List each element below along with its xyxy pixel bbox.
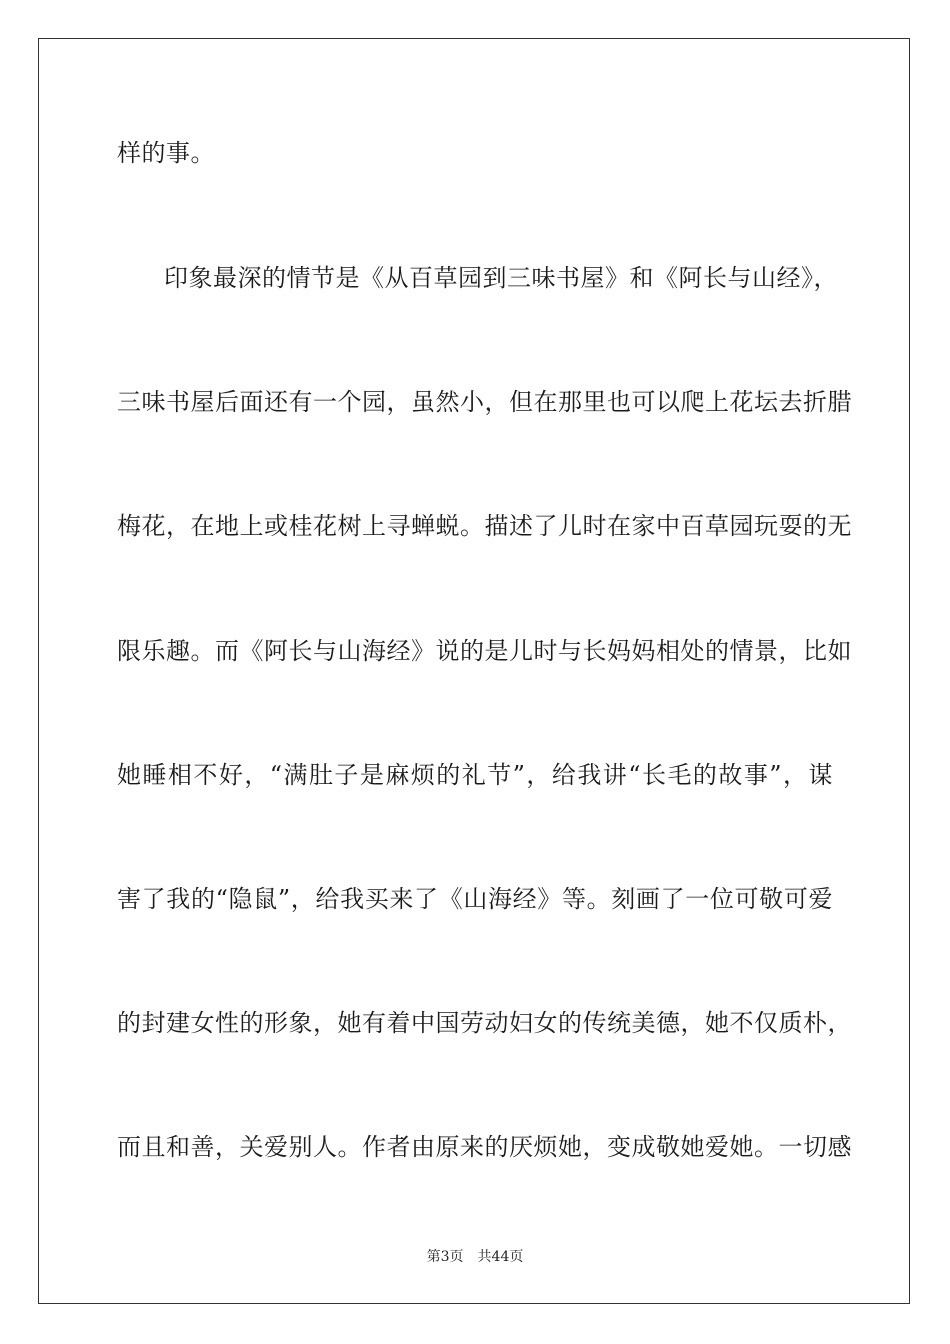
paragraph-line-5: 限乐趣。而《阿长与山海经》说的是儿时与长妈妈相处的情景，比如 [117, 637, 852, 665]
paragraph-line-9: 而且和善，关爱别人。作者由原来的厌烦她，变成敬她爱她。一切感 [117, 1133, 852, 1161]
paragraph-line-4: 梅花，在地上或桂花树上寻蝉蜕。描述了儿时在家中百草园玩耍的无 [117, 512, 852, 540]
paragraph-line-8: 的封建女性的形象，她有着中国劳动妇女的传统美德，她不仅质朴， [117, 1009, 852, 1037]
page-border [38, 38, 910, 1304]
paragraph-line-1: 样的事。 [117, 139, 215, 167]
paragraph-line-7: 害了我的“隐鼠”，给我买来了《山海经》等。刻画了一位可敬可爱 [117, 885, 833, 913]
page-number: 第3页 [426, 1249, 464, 1265]
paragraph-line-3: 三味书屋后面还有一个园，虽然小，但在那里也可以爬上花坛去折腊 [117, 388, 852, 416]
page-total: 共44页 [477, 1249, 524, 1265]
page-footer [0, 1248, 950, 1266]
paragraph-line-6: 她睡相不好，“满肚子是麻烦的礼节”，给我讲“长毛的故事”，谋 [117, 761, 833, 789]
paragraph-line-2: 印象最深的情节是《从百草园到三味书屋》和《阿长与山经》， [164, 264, 838, 292]
